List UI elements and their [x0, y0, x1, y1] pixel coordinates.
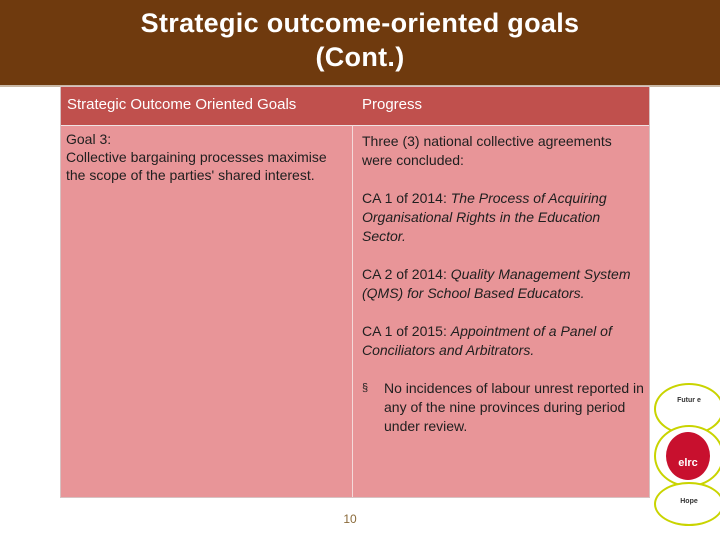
progress-intro: Three (3) national collective agreements were concluded: [362, 133, 612, 168]
progress-cell [362, 132, 644, 436]
bullet-item [362, 379, 644, 436]
agreement-item [362, 322, 644, 360]
bullet-text: No incidences of labour unrest reported in any of the nine provinces during period under review. [384, 380, 644, 434]
goal-cell [66, 130, 346, 184]
goals-table [60, 86, 650, 498]
logo-text: elrc [678, 457, 698, 469]
column-divider [352, 125, 353, 497]
header-progress: Progress [362, 96, 423, 113]
page-number: 10 [343, 512, 357, 526]
logo-disc-icon [666, 432, 710, 480]
bullet-icon: § [362, 382, 369, 394]
goal-text: Collective bargaining processes maximise the scope of the parties' shared interest. [66, 149, 327, 183]
future-badge-label: Futur e [677, 397, 701, 404]
slide-title [0, 6, 720, 74]
agreement-code: CA 1 of 2015: [362, 323, 451, 339]
agreement-item [362, 189, 644, 246]
table-header-row [61, 87, 649, 126]
agreement-description: Quality Management System (QMS) for School Based Educators. [362, 266, 631, 301]
agreement-code: CA 1 of 2014: [362, 190, 451, 206]
elrc-logo [654, 425, 720, 487]
hope-badge [654, 482, 720, 526]
title-bar [0, 0, 720, 87]
slide-title-line-1: Strategic outcome-oriented goals [140, 8, 580, 38]
hope-badge-label: Hope [680, 498, 698, 505]
agreement-description: Appointment of a Panel of Conciliators and Arbitrators. [362, 323, 612, 358]
header-goals: Strategic Outcome Oriented Goals [67, 96, 297, 113]
agreement-description: The Process of Acquiring Organisational Rights in the Education Sector. [362, 190, 607, 244]
slide-title-line-2: (Cont.) [315, 42, 405, 72]
agreement-item [362, 265, 644, 303]
agreement-code: CA 2 of 2014: [362, 266, 451, 282]
goal-title: Goal 3: [66, 131, 112, 147]
